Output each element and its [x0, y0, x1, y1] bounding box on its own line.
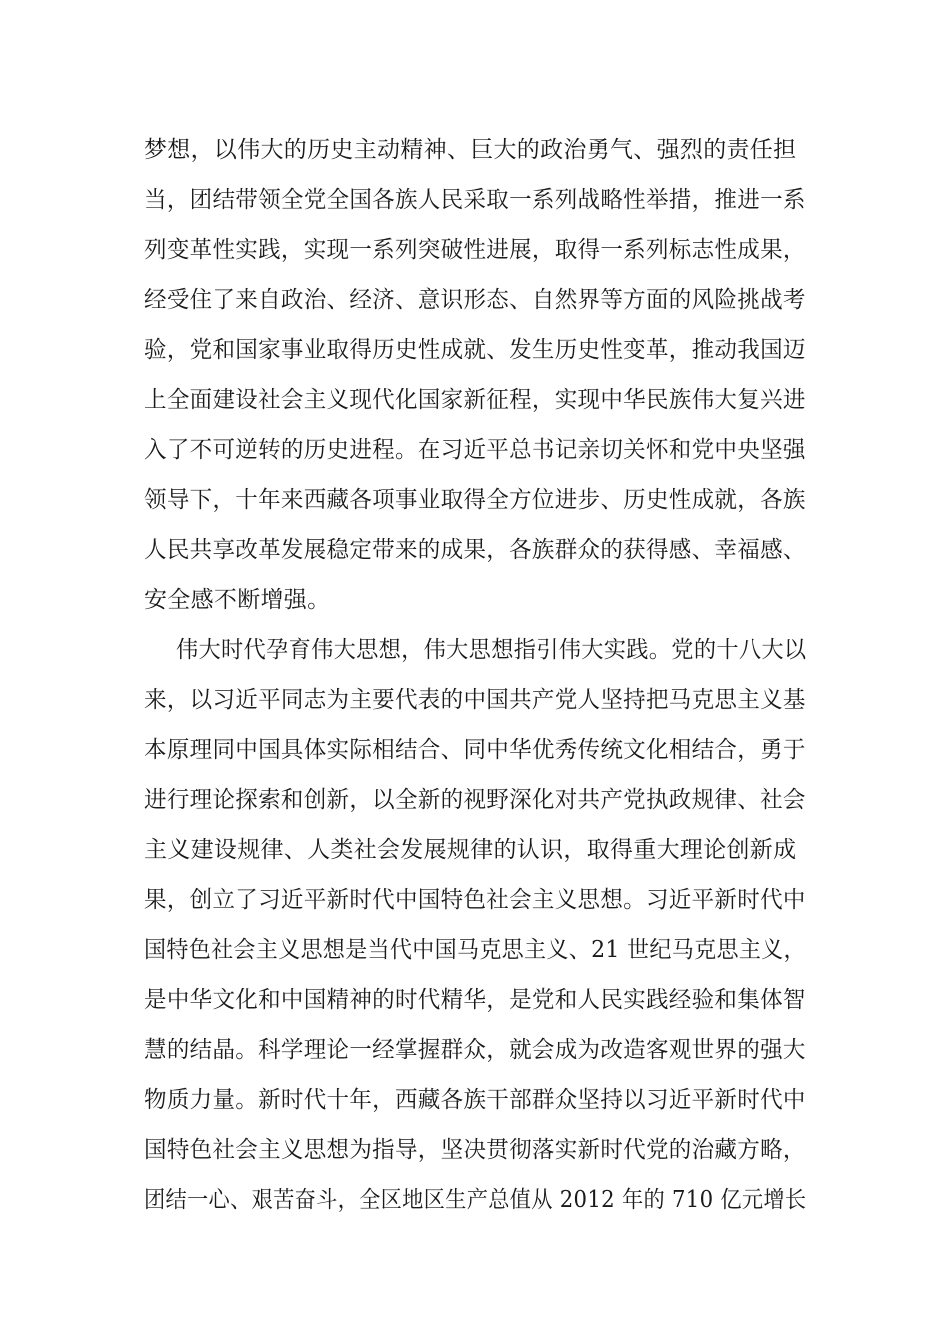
paragraph-1-line-1: 梦想，以伟大的历史主动精神、巨大的政治勇气、强烈的责任担	[144, 137, 797, 163]
paragraph-1-line-2: 当，团结带领全党全国各族人民采取一系列战略性举措，推进一系	[144, 187, 806, 213]
paragraph-2-line-7: 国特色社会主义思想是当代中国马克思主义、21 世纪马克思主义，	[144, 937, 806, 963]
paragraph-2-line-12: 团结一心、艰苦奋斗，全区地区生产总值从 2012 年的 710 亿元增长	[144, 1187, 807, 1213]
paragraph-2-line-9: 慧的结晶。科学理论一经掌握群众，就会成为改造客观世界的强大	[144, 1037, 806, 1063]
paragraph-1-line-6: 上全面建设社会主义现代化国家新征程，实现中华民族伟大复兴进	[144, 387, 806, 413]
paragraph-1-line-5: 验，党和国家事业取得历史性成就、发生历史性变革，推动我国迈	[144, 337, 806, 363]
paragraph-1-line-8: 领导下，十年来西藏各项事业取得全方位进步、历史性成就，各族	[144, 487, 806, 513]
paragraph-1-line-10: 安全感不断增强。	[144, 587, 331, 613]
paragraph-2-line-6: 果，创立了习近平新时代中国特色社会主义思想。习近平新时代中	[144, 887, 806, 913]
paragraph-1-line-9: 人民共享改革发展稳定带来的成果，各族群众的获得感、幸福感、	[144, 537, 806, 563]
paragraph-1-line-4: 经受住了来自政治、经济、意识形态、自然界等方面的风险挑战考	[144, 287, 806, 313]
paragraph-2-line-4: 进行理论探索和创新，以全新的视野深化对共产党执政规律、社会	[144, 787, 806, 813]
paragraph-2-line-10: 物质力量。新时代十年，西藏各族干部群众坚持以习近平新时代中	[144, 1087, 806, 1113]
paragraph-2-line-3: 本原理同中国具体实际相结合、同中华优秀传统文化相结合，勇于	[144, 737, 806, 763]
paragraph-1-line-3: 列变革性实践，实现一系列突破性进展，取得一系列标志性成果，	[144, 237, 806, 263]
paragraph-2-line-1: 伟大时代孕育伟大思想，伟大思想指引伟大实践。党的十八大以	[176, 637, 807, 663]
paragraph-1-line-7: 入了不可逆转的历史进程。在习近平总书记亲切关怀和党中央坚强	[144, 437, 806, 463]
paragraph-2-line-5: 主义建设规律、人类社会发展规律的认识，取得重大理论创新成	[144, 837, 797, 863]
paragraph-2-line-8: 是中华文化和中国精神的时代精华，是党和人民实践经验和集体智	[144, 987, 806, 1013]
paragraph-2-line-2: 来，以习近平同志为主要代表的中国共产党人坚持把马克思主义基	[144, 687, 806, 713]
paragraph-2-line-11: 国特色社会主义思想为指导，坚决贯彻落实新时代党的治藏方略，	[144, 1137, 806, 1163]
